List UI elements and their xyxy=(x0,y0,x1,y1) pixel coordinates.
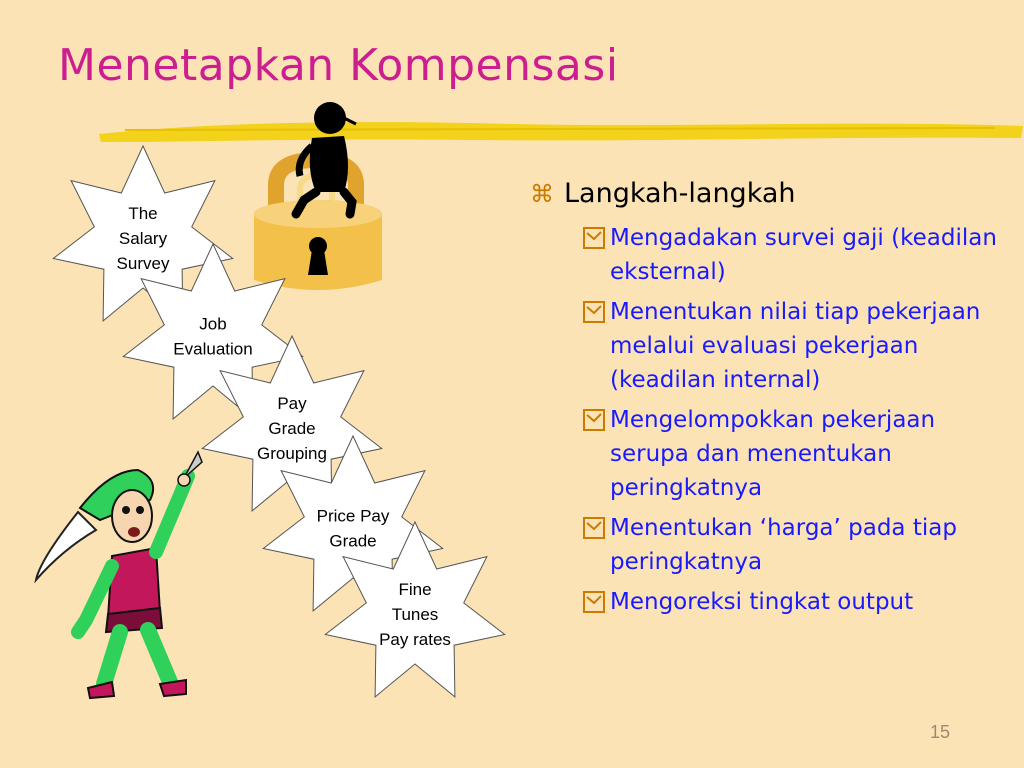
step-item xyxy=(582,511,1000,579)
step-item xyxy=(582,403,1000,505)
heading-line xyxy=(530,178,1000,209)
step-label: Grade xyxy=(329,531,377,551)
step-item-text: Mengoreksi tingkat output xyxy=(610,589,914,615)
step-label: Job xyxy=(199,314,227,334)
content-heading: Langkah-langkah xyxy=(564,178,796,209)
step-label: Pay rates xyxy=(379,630,451,649)
jester-clipart-icon xyxy=(36,452,202,698)
step-item-text: Mengelompokkan pekerjaan serupa dan menentukan peringkatnya xyxy=(610,407,936,501)
step-label: Evaluation xyxy=(173,339,253,359)
step-item xyxy=(582,221,1000,289)
thinker-figure-icon xyxy=(296,102,356,214)
step-label: Grade xyxy=(268,419,316,438)
checkbox-icon xyxy=(582,408,606,432)
step-label: Price Pay xyxy=(316,506,390,526)
step-label: Grouping xyxy=(257,444,327,463)
command-icon: ⌘ xyxy=(530,180,554,208)
step-item-text: Menentukan ‘harga’ pada tiap peringkatnya xyxy=(610,515,957,575)
step-item-text: Mengadakan survei gaji (keadilan eksternal) xyxy=(610,225,997,285)
step-label: Pay xyxy=(277,394,307,413)
checkbox-icon xyxy=(582,300,606,324)
step-label: Survey xyxy=(116,254,170,273)
checkbox-icon xyxy=(582,590,606,614)
step-label: Salary xyxy=(118,229,168,248)
page-number: 15 xyxy=(930,722,951,742)
step-label: The xyxy=(128,204,158,223)
slide-title: Menetapkan Kompensasi xyxy=(58,40,619,91)
step-item xyxy=(582,295,1000,397)
step-item xyxy=(582,585,1000,619)
step-list xyxy=(582,221,1000,619)
step-item-text: Menentukan nilai tiap pekerjaan melalui evaluasi pekerjaan (keadilan internal) xyxy=(610,299,981,393)
checkbox-icon xyxy=(582,226,606,250)
step-label: Tunes xyxy=(391,605,439,624)
step-label: Fine xyxy=(398,580,432,599)
content-block xyxy=(530,178,1000,625)
checkbox-icon xyxy=(582,516,606,540)
